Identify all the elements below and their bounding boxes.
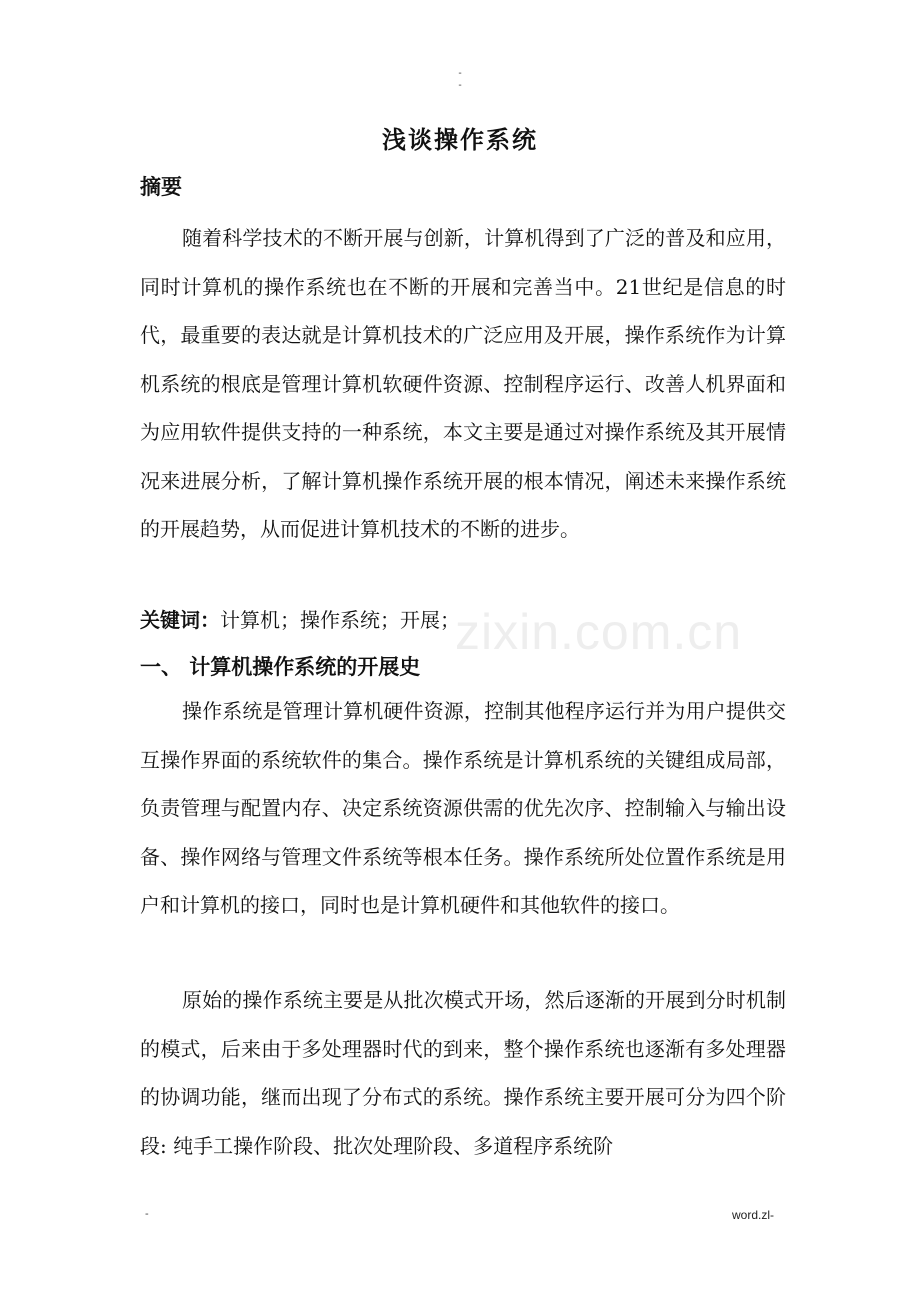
section-paragraph-2: 原始的操作系统主要是从批次模式开场，然后逐渐的开展到分时机制的模式，后来由于多处理器时代的到来，整个操作系统也逐渐有多处理器的协调功能，继而出现了分布式的系统。操作系统主要开展可分为四个阶段: 纯手工操作阶段、批次处理阶段、多道程序系统阶 — [140, 988, 786, 1158]
footer-source: word.zl- — [732, 1208, 775, 1222]
section-paragraph-1: 操作系统是管理计算机硬件资源，控制其他程序运行并为用户提供交互操作界面的系统软件的集合。操作系统是计算机系统的关键组成局部，负责管理与配置内存、决定系统资源供需的优先次序、控制输入与输出设备、操作网络与管理文件系统等根本任务。操作系统所处位置作系统是用户和计算机的接口，同时也是计算机硬件和其他软件的接口。 — [140, 699, 786, 917]
abstract-paragraph: 随着科学技术的不断开展与创新，计算机得到了广泛的普及和应用，同时计算机的操作系统也在不断的开展和完善当中。21世纪是信息的时代，最重要的表达就是计算机技术的广泛应用及开展，操作系统作为计算机系统的根底是管理计算机软硬件资源、控制程序运行、改善人机界面和为应用软件提供支持的一种系统，本文主要是通过对操作系统及其开展情况来进展分析，了解计算机操作系统开展的根本情况，阐述未来操作系统的开展趋势，从而促进计算机技术的不断的进步。 — [140, 226, 786, 541]
header-mark: - - — [458, 68, 462, 91]
watermark: zixin.com.cn — [455, 604, 743, 660]
document-title: 浅谈操作系统 — [382, 125, 538, 154]
section-heading: 一、 计算机操作系统的开展史 — [140, 654, 421, 679]
keywords-label: 关键词： — [140, 608, 220, 632]
footer-left-mark: - — [145, 1208, 149, 1220]
abstract-heading: 摘要 — [140, 174, 182, 199]
keywords-text: 计算机；操作系统；开展； — [220, 608, 460, 632]
keywords-line — [140, 602, 460, 638]
